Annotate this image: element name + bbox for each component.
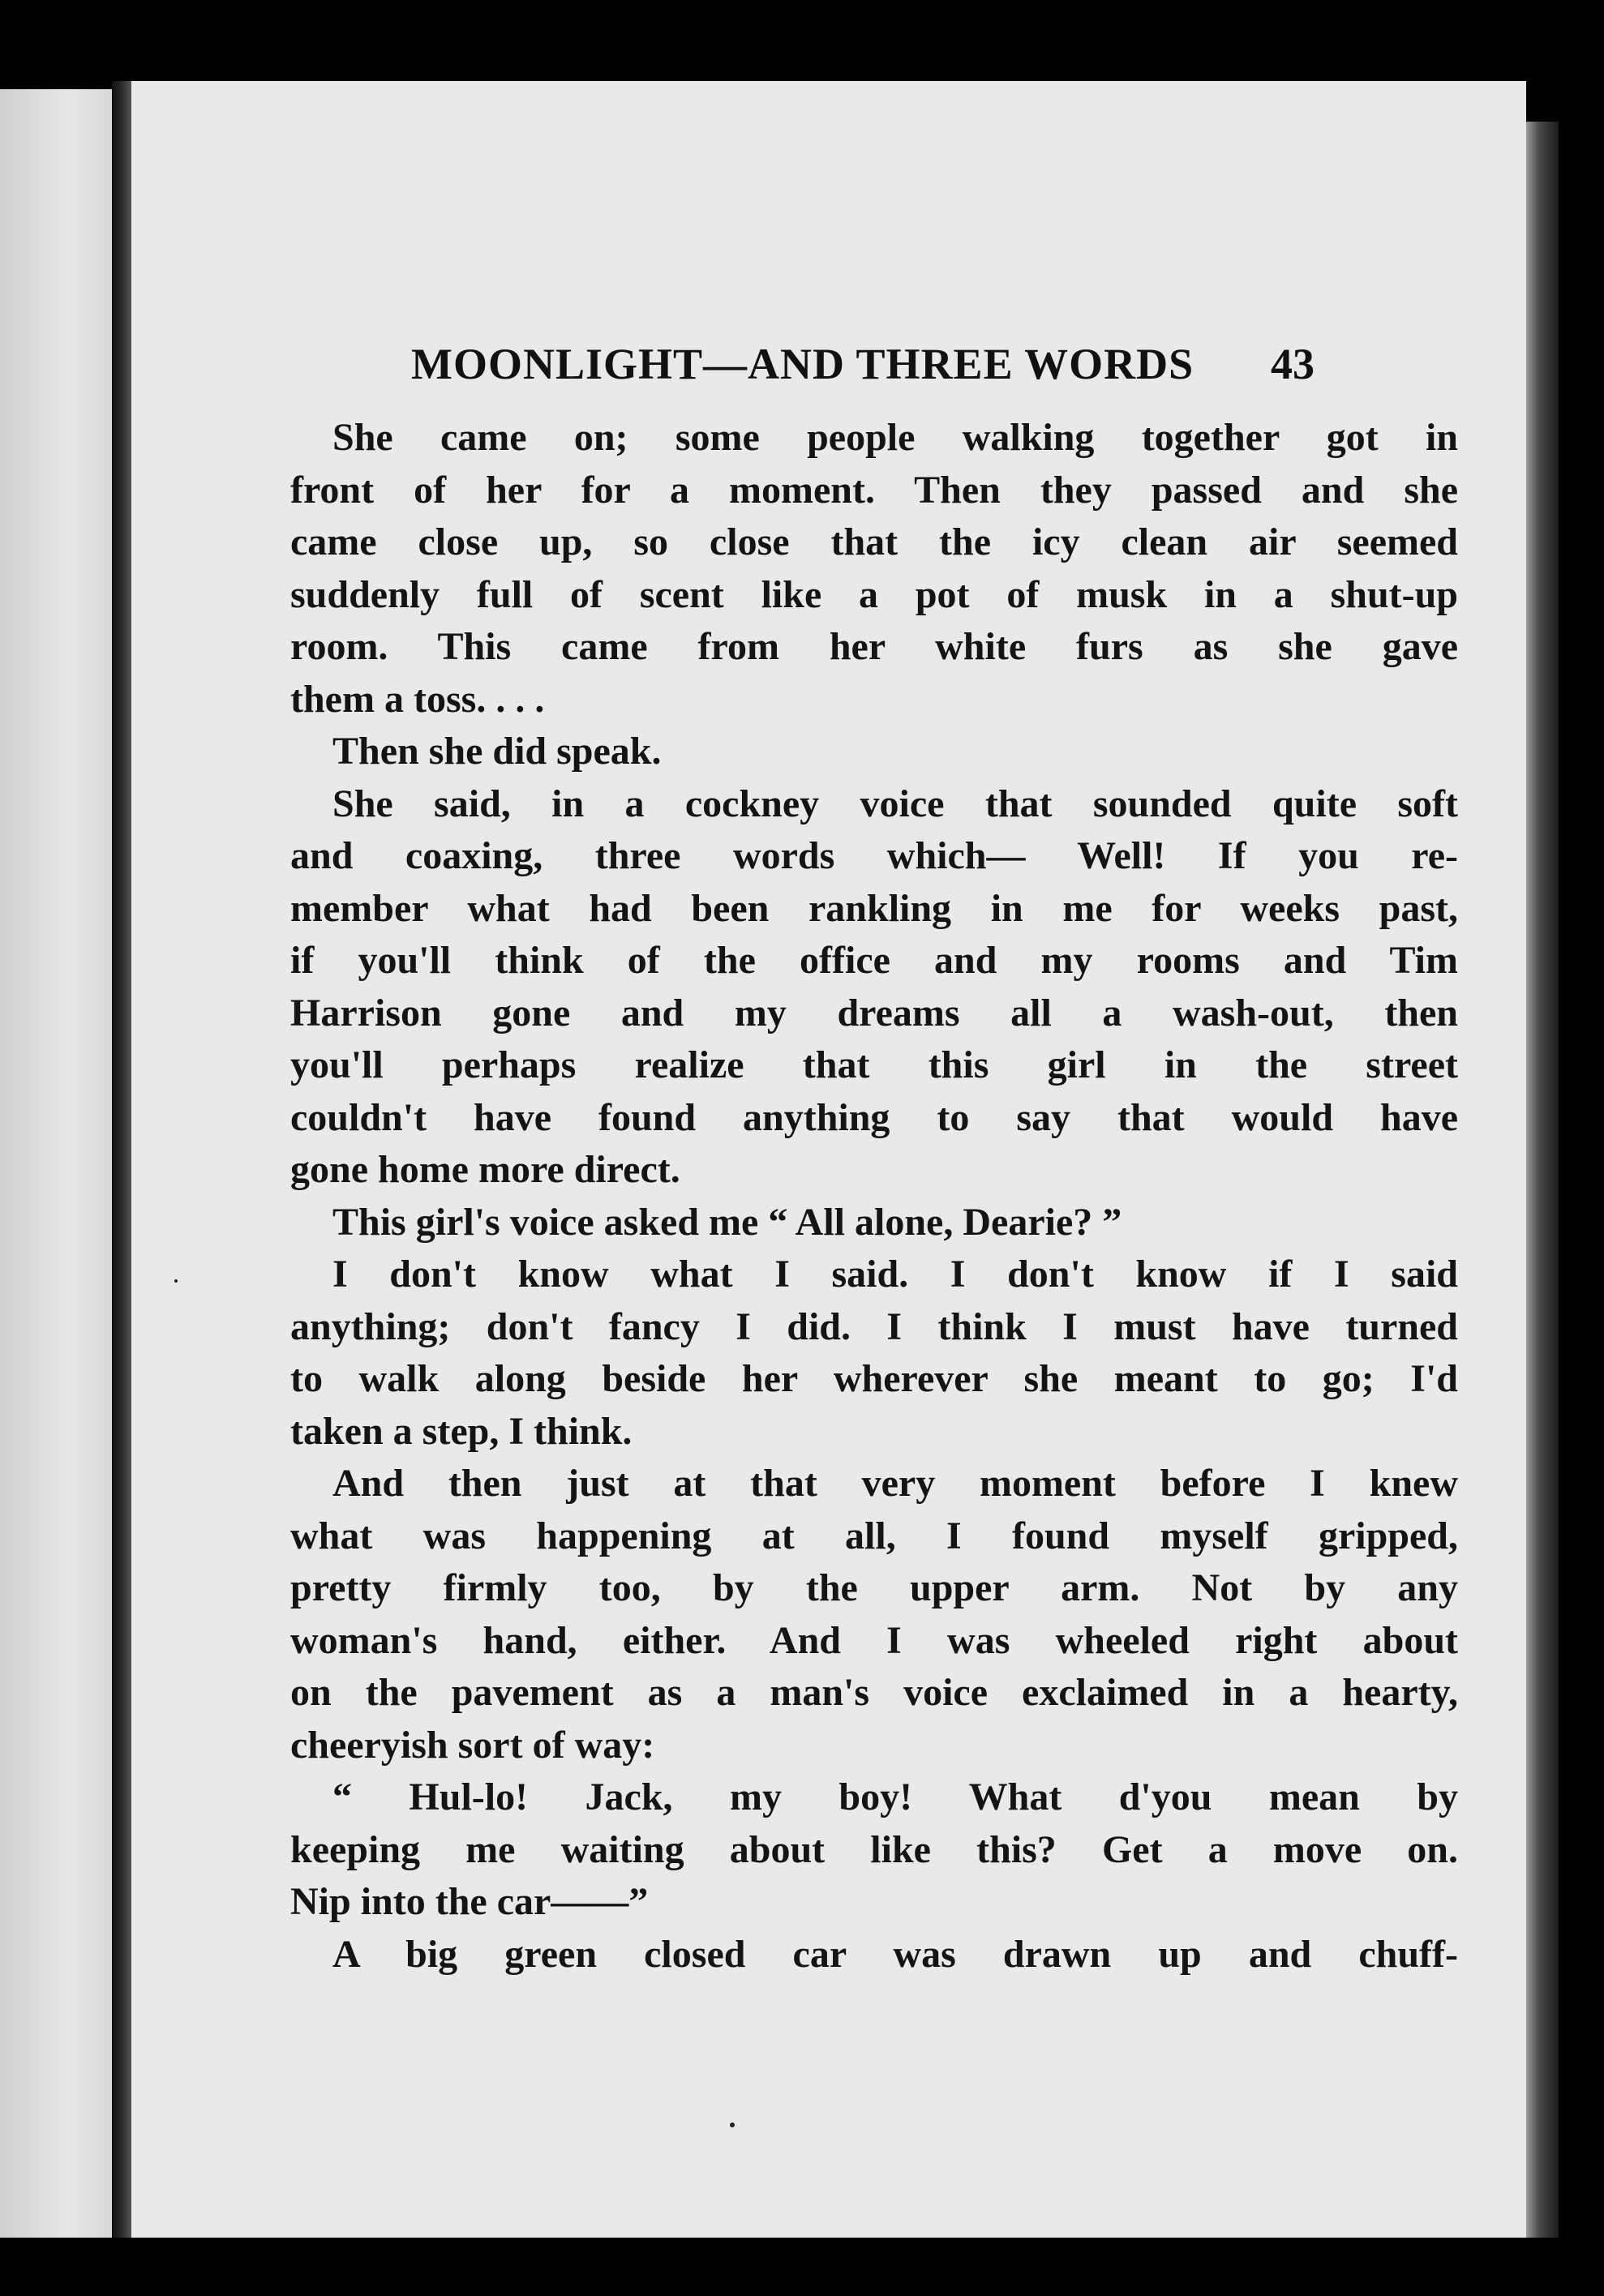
text-line: And then just at that very moment before I knew: [332, 1462, 1458, 1505]
page-stack-edge: [1526, 122, 1559, 2238]
page-header: [131, 339, 1526, 396]
text-line: anything; don't fancy I did. I think I must have turned: [290, 1304, 1458, 1348]
book-gutter: [112, 81, 131, 2238]
running-title: MOONLIGHT—AND THREE WORDS: [411, 340, 1194, 388]
text-line: Then she did speak.: [332, 730, 662, 773]
text-line: on the pavement as a man's voice exclaimed in a hearty,: [290, 1671, 1458, 1714]
text-line: room. This came from her white furs as she gave: [290, 625, 1458, 668]
text-line: came close up, so close that the icy clean air seemed: [290, 520, 1458, 563]
book-page: [131, 81, 1526, 2238]
text-line: gone home more direct.: [290, 1148, 680, 1191]
text-line: and coaxing, three words which— Well! If you re-: [290, 834, 1458, 877]
text-line: to walk along beside her wherever she meant to go; I'd: [290, 1357, 1458, 1400]
text-line: you'll perhaps realize that this girl in the street: [290, 1043, 1458, 1086]
scan-speck: [730, 2123, 735, 2127]
text-line: Nip into the car——”: [290, 1880, 649, 1923]
text-line: couldn't have found anything to say that would have: [290, 1095, 1458, 1139]
facing-page-edge: [0, 89, 112, 2238]
text-line: “ Hul-lo! Jack, my boy! What d'you mean by: [332, 1776, 1458, 1818]
text-line: I don't know what I said. I don't know if I said: [332, 1253, 1458, 1296]
text-line: suddenly full of scent like a pot of musk in a shut-up: [290, 572, 1458, 616]
text-line: pretty firmly too, by the upper arm. Not by any: [290, 1566, 1458, 1609]
text-line: what was happening at all, I found myself gripped,: [290, 1514, 1458, 1557]
text-line: if you'll think of the office and my rooms and Tim: [290, 939, 1458, 982]
text-line: cheeryish sort of way:: [290, 1723, 655, 1767]
text-line: She came on; some people walking together got in: [332, 416, 1458, 459]
text-line: them a toss. . . .: [290, 677, 545, 721]
text-line: A big green closed car was drawn up and chuff-: [332, 1932, 1458, 1976]
text-line: keeping me waiting about like this? Get a move on.: [290, 1827, 1458, 1871]
text-line: taken a step, I think.: [290, 1409, 633, 1453]
text-line: front of her for a moment. Then they passed and she: [290, 468, 1458, 512]
text-line: This girl's voice asked me “ All alone, Dearie? ”: [332, 1200, 1122, 1244]
scan-speck: [174, 1279, 178, 1283]
page-number: 43: [1271, 340, 1315, 388]
text-line: She said, in a cockney voice that sounded quite soft: [332, 782, 1458, 825]
body-text: [290, 412, 1458, 1981]
text-line: Harrison gone and my dreams all a wash-out, then: [290, 991, 1458, 1034]
text-line: member what had been rankling in me for weeks past,: [290, 886, 1458, 930]
text-line: woman's hand, either. And I was wheeled right about: [290, 1618, 1458, 1662]
